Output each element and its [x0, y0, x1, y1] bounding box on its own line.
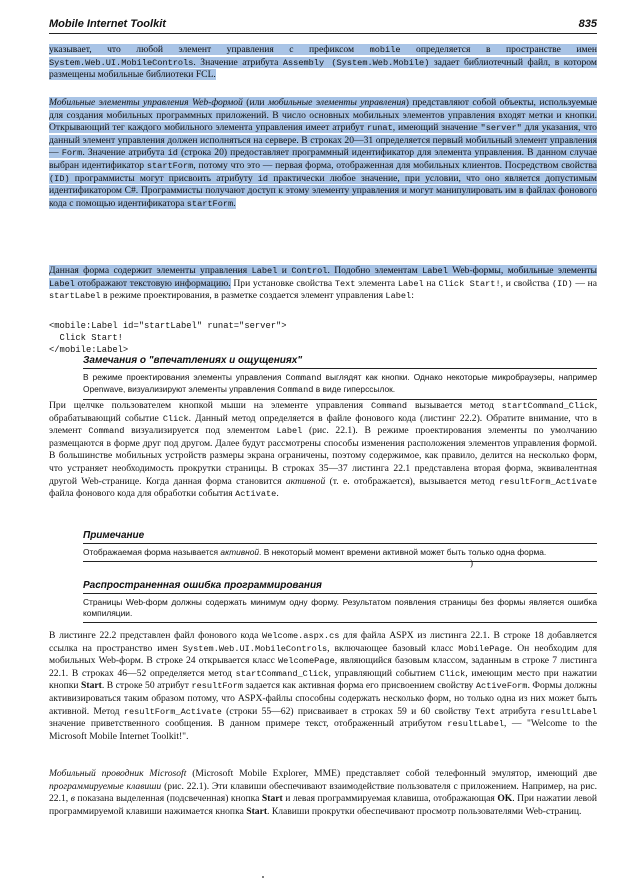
speck [262, 876, 264, 878]
note-divider [83, 561, 597, 562]
page-number: 835 [578, 18, 597, 30]
page [49, 18, 597, 34]
paragraph-2: Мобильные элементы управления Web-формой (или мобильные элементы управления) представляют собой объекты, используемые для создания мобильных программных приложений. В число основных мобильных элементов управления входят метки и кнопки. Открывающий тег каждого мобильного элемента управления имеет атрибут runat, имеющий значение "server" для указания, что данный элемент управления должен исполняться на сервере. В строках 20—31 определяется первый мобильный элемент управления — Form. Значение атрибута id (строка 20) предоставляет программный идентификатор для элемента управления. В данном случае выбран идентификатор startForm, потому что это — первая форма, отображенная для мобильных клиентов. Посредством свойства (ID) программисты могут присвоить атрибуту id практически любое значение, при условии, что оно является допустимым идентификатором C#. Программисты получают доступ к этому элементу управления и могут манипулировать им в файлах фонового кода с помощью идентификатора startForm. [49, 97, 597, 209]
running-title: Mobile Internet Toolkit [49, 18, 166, 30]
code-line: Click Start! [49, 333, 123, 343]
paragraph-5: В листинге 22.2 представлен файл фонового кода Welcome.aspx.cs для файла ASPX из листинга 22.1. В строке 18 добавляется ссылка на пространство имен System.Web.UI.MobileControls, включающее базовый класс MobilePage. Он необходим для мобильных Web-форм. В строке 24 открывается класс WelcomePage, являющийся базовым классом, заданным в строке 7 листинга 22.1. В строках 46—52 определяется метод startCommand_Click, управляющий событием Click, имеющим место при нажатии кнопки Start. В строке 50 атрибут resultForm задается как активная форма его присвоением свойству ActiveForm. Формы должны активизироваться таким образом потому, что ASPX-файлы способны содержать несколько форм, но только одна из них может быть активной. Метод resultForm_Activate (строки 55—62) присваивает в строках 59 и 60 свойству Text атрибута resultLabel значение приветственного сообщения. В данном примере текст, отображенный атрибутом resultLabel, — "Welcome to the Microsoft Mobile Internet Toolkit!". [49, 630, 598, 742]
paragraph-4: При щелчке пользователем кнопкой мыши на элементе управления Command вызывается метод startCommand_Click, обрабатывающий событие Click. Данный метод определяется в файле фонового кода (листинг 22.2). Обратите внимание, что в элемент Command визуализируется под элементом Label (рис. 22.1). В режиме проектирования элементы по умолчанию размещаются в форме друг под другом. Далее будут рассмотрены способы изменения расположения элементов управления формой. В большинстве мобильных устройств размеры экрана ограничены, поэтому содержимое, как правило, делится на несколько форм, что устраняет необходимость прокрутки страницы. В строках 35—37 листинга 22.1 представлена вторая форма, эквивалентная другой Web-странице. Когда данная форма становится активной (т. е. отображается), вызывается метод resultForm_Activate файла фонового кода для обработки события Activate. [49, 400, 597, 500]
code-line: <mobile:Label id="startLabel" runat="server"> [49, 321, 287, 331]
note-title: Распространенная ошибка программирования [83, 580, 597, 594]
paragraph-3: Данная форма содержит элементы управления Label и Control. Подобно элементам Label Web-формы, мобильные элементы Label отображают текстовую информацию. При установке свойства Text элемента Label на Click Start!, и свойства (ID) — на startLabel в режиме проектирования, в разметке создается элемент управления Label: [49, 265, 598, 302]
paragraph-6: Мобильный проводник Microsoft (Microsoft Mobile Explorer, MME) представляет собой телефонный эмулятор, имеющий две программируемые клавиши (рис. 22.1). Эти клавиши обеспечивают взаимодействие пользователя с приложением. Например, на рис. 22.1, в показана выделенная (подсвеченная) кнопка Start и левая программируемая клавиша, отображающая OK. При нажатии левой программируемой клавиши нажимается кнопка Start. Клавиши прокрутки обеспечивают просмотр пользователями Web-страниц. [49, 768, 598, 817]
code-listing [49, 320, 597, 356]
note-remark [83, 530, 597, 562]
note-look-and-feel [83, 355, 597, 400]
note-text: Отображаемая форма называется активной. В некоторый момент времени активной может быть только одна форма. [83, 547, 547, 557]
code-line: </mobile:Label> [49, 345, 129, 355]
note-text: В режиме проектирования элементы управления Command выглядят как кнопки. Однако некоторые микробраузеры, например Openwave, визуализируют элементы управления Command в виде гиперссылок. [83, 372, 597, 396]
note-common-error [83, 580, 597, 623]
paragraph-1: указывает, что любой элемент управления с префиксом mobile определяется в пространстве имен System.Web.UI.MobileControls. Значение атрибута Assembly (System.Web.Mobile) задает библиотечный файл, в котором размещены мобильные библиотеки FCL. [49, 44, 597, 81]
page-header [49, 18, 597, 34]
note-text: Страницы Web-форм должны содержать минимум одну форму. Результатом появления страницы без формы является ошибка компиляции. [83, 597, 597, 619]
note-title: Замечания о "впечатлениях и ощущениях" [83, 355, 597, 369]
note-title: Примечание [83, 530, 597, 544]
note-divider [83, 622, 597, 623]
stray-mark: ) [470, 558, 473, 568]
